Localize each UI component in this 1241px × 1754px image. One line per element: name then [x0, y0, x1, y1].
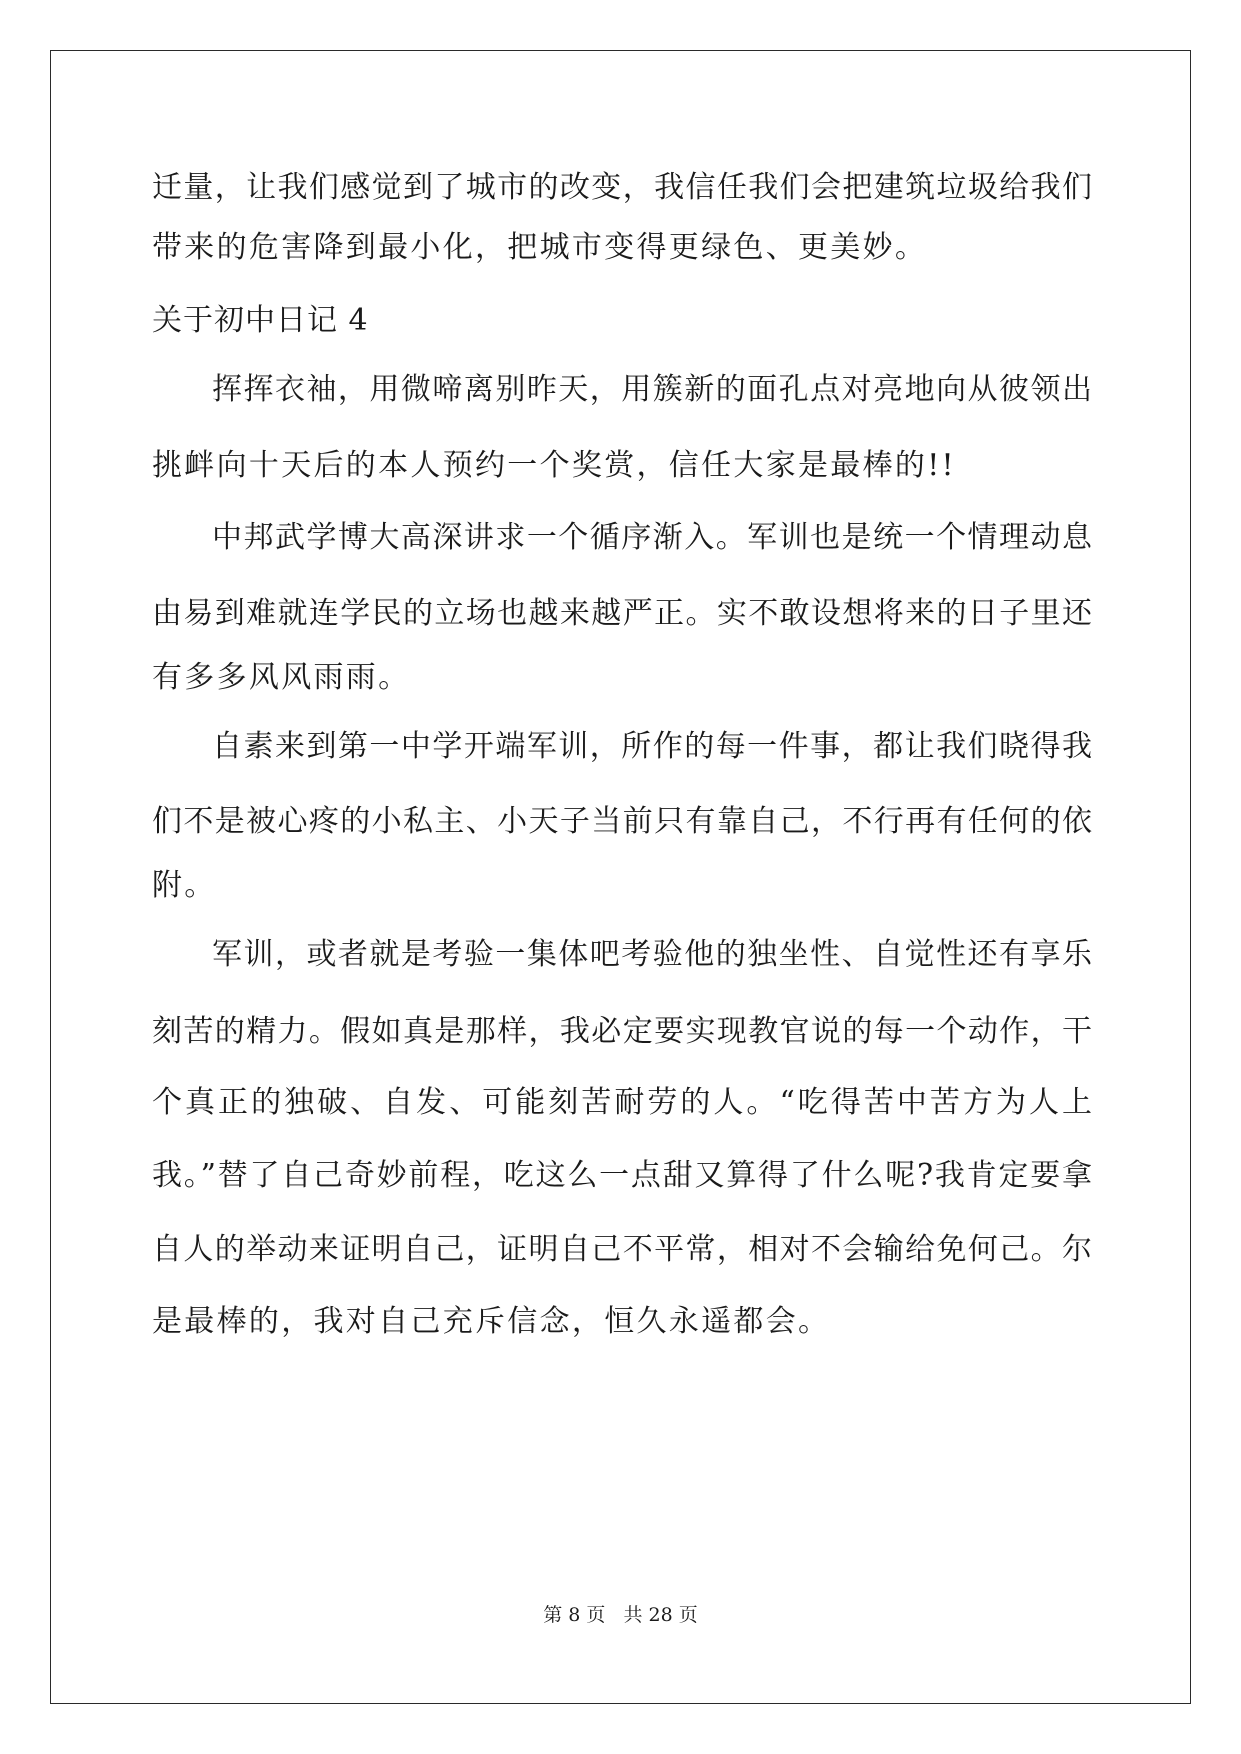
text-line: 中邦武学博大高深讲求一个循序渐入。军训也是统一个情理动息	[212, 520, 1092, 555]
page-number: 第 8 页 共 28 页	[543, 1604, 698, 1626]
text-line: 附。	[152, 868, 217, 903]
text-line: 带来的危害降到最小化，把城市变得更绿色、更美妙。	[152, 230, 928, 265]
text-line: 自素来到第一中学开端军训，所作的每一件事，都让我们晓得我	[212, 729, 1092, 764]
text-line: 军训，或者就是考验一集体吧考验他的独坐性、自觉性还有享乐	[212, 937, 1092, 972]
text-line: 我。”替了自己奇妙前程，吃这么一点甜又算得了什么呢?我肯定要拿	[152, 1158, 1092, 1193]
text-line: 挥挥衣袖，用微啼离别昨天，用簇新的面孔点对亮地向从彼领出	[212, 372, 1092, 407]
text-line: 自人的举动来证明自己，证明自己不平常，相对不会输给免何己。尔	[152, 1232, 1092, 1267]
text-line: 们不是被心疼的小私主、小天子当前只有靠自己，不行再有任何的依	[152, 804, 1092, 839]
text-line: 挑衅向十天后的本人预约一个奖赏，信任大家是最棒的!!	[152, 448, 956, 483]
text-line: 是最棒的，我对自己充斥信念，恒久永遥都会。	[152, 1304, 831, 1339]
text-line: 由易到难就连学民的立场也越来越严正。实不敢设想将来的日子里还	[152, 596, 1092, 631]
text-line: 迁量，让我们感觉到了城市的改变，我信任我们会把建筑垃圾给我们	[152, 170, 1092, 205]
text-line: 个真正的独破、自发、可能刻苦耐劳的人。“吃得苦中苦方为人上	[152, 1085, 1092, 1120]
text-line: 刻苦的精力。假如真是那样，我必定要实现教官说的每一个动作，干	[152, 1014, 1092, 1049]
text-line: 有多多风风雨雨。	[152, 660, 411, 695]
section-title: 关于初中日记 4	[152, 303, 369, 338]
